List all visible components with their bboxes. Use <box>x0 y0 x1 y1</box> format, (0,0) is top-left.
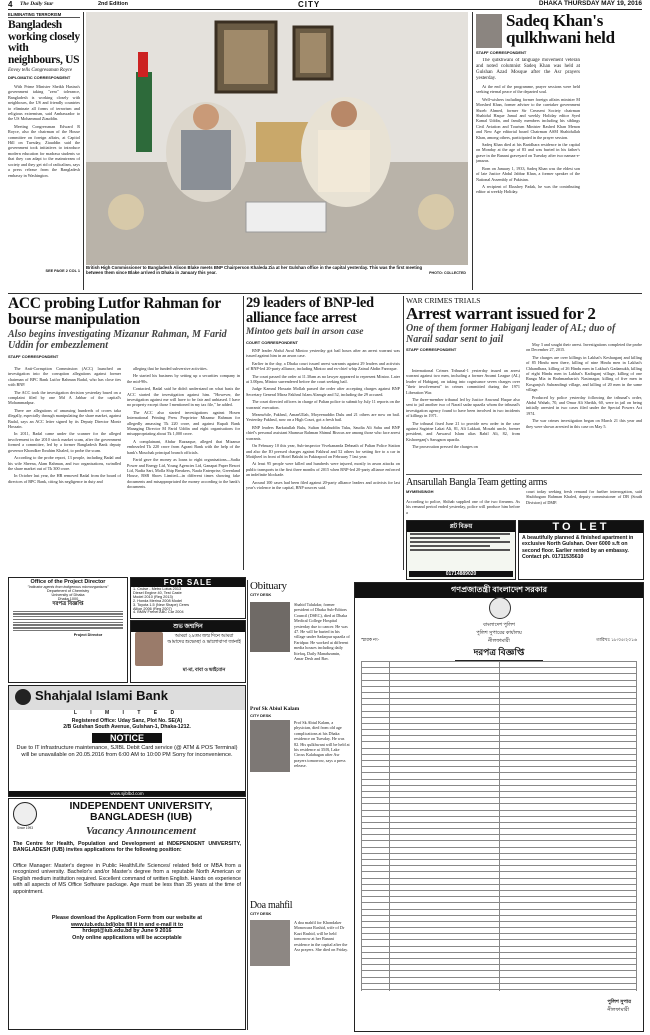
section-name: CITY <box>298 0 321 9</box>
iub-body: Office Manager: Master's degree in Public Health/Life Sciences/ related field or MBA from a recognized university. Bachelor's and/or Master's degree from a reputable North American or English medium institution required. Excellent command of written English. Hands on experience with all aspects of MS Office Software package. Age must be less than 35 years at the time of appointment. <box>13 863 241 895</box>
story-headline: 29 leaders of BNP-led alliance face arrest <box>246 295 374 326</box>
story-paragraph: According to the probe report, 13 people, including Badal and his wife Sheena, Alam Rahman, and two organisations, swindled the share market out of Tk 300 crore. <box>8 455 121 471</box>
column-divider <box>403 296 404 570</box>
notice-text: Due to IT infrastructure maintenance, SJIBL Debit Card service (@ ATM & POS Terminal) will be unavailable on 20.05.2016 from 6:00 AM to 10:00 PM Sorry for inconvenience. <box>16 745 238 758</box>
obituary-photo <box>250 720 290 772</box>
notice-project-name: "Indicator agents from indigenous microorganisms" <box>27 585 109 589</box>
ad-shahjalal <box>8 685 246 797</box>
story-paragraph: The ACC took the investigation decision yesterday based on a complaint filed by one Md A Jabbar of the capital's Mohammadpur. <box>8 389 121 406</box>
bank-address: 2/B Gulshan South Avenue, Gulshan-1, Dhaka-1212. <box>63 724 191 730</box>
govt-table <box>361 661 637 991</box>
iub-since: Since 1993 <box>17 826 33 830</box>
govt-heading: দরপত্র বিজ্ঞপ্তি <box>455 645 543 661</box>
doa-section <box>250 900 350 1030</box>
govt-dept: বাংলাদেশ পুলিশ <box>483 623 515 628</box>
story-headline: Ansarullah Bangla Team getting arms <box>406 477 547 488</box>
story-paragraph: alleging that he funded subversive activities. <box>133 366 208 371</box>
notice-university: University of Dhaka <box>51 593 85 597</box>
bank-website[interactable]: www.sjiblbd.com <box>9 791 245 796</box>
story-paragraph: Around 100 cases had been filed against 20-party alliance leaders and activists for last year's violence in the capital, BNP sources said. <box>246 479 400 490</box>
story-paragraph: In 2011, Badal came under the scanner for the alleged involvement in the 2010 stock market scam, after the government formed a committee, led by a former Bangladesh Bank deputy governor Khondker Ibrahim Khaled, to probe the scam. <box>8 431 121 453</box>
notice-department: Department of Chemistry <box>46 589 90 593</box>
story-paragraph: He started his business by setting up a securities company in the mid-90s. <box>127 373 240 384</box>
obituary-section <box>250 580 350 950</box>
ad-line: 2. Honda Merina 2008 Model <box>133 598 182 603</box>
story-body-col1 <box>8 366 121 566</box>
notice-heading: NOTICE <box>92 733 162 743</box>
story-paragraph: Born on January 1, 1933, Sadeq Khan was the eldest son of late Justice Abdul Jabbar Khan, a former speaker of the National Assembly of Pakistan. <box>476 165 580 182</box>
story-deck: Also begins investigating Mizanur Rahman, M Farid Uddin for embezzlement <box>8 329 227 351</box>
story-body <box>8 84 80 269</box>
iub-closing: Only online applications will be acceptable <box>72 934 182 941</box>
ad-from: মা-মা, বাবা ও ভাইবোন <box>182 668 226 673</box>
story-paragraph: Earlier in the day, a Dhaka court issued arrest warrants against 29 leaders and activists of BNP-led 20-party alliance, including Mintoo and ex-chief whip Zainul Abdin Farroque. <box>246 360 400 372</box>
ad-message: আমরা ২৯তম জন্ম দিনে আমরা আমাদের শুভেচ্ছা ও ভালোবাসা জানাই <box>167 634 241 645</box>
story-paragraph: There are allegations of amassing hundreds of crores taka illegally, especially through manipulating the share market, against Badal, says an ACC letter signed by its Deputy Director Monir Hossain. <box>8 407 121 430</box>
obituary-name: Prof Sk Abiul Kalam <box>250 706 300 712</box>
obituary-desk: CITY DESK <box>250 592 272 597</box>
ad-tolet <box>518 520 644 580</box>
doa-title: Doa mahfil <box>250 900 293 911</box>
story-kicker: WAR CRIMES TRIALS <box>406 296 481 305</box>
ad-govt-tender <box>354 582 644 1032</box>
story-paragraph: The charges are over killings in Lakhai's Kesharganj and killing of 85 Hindu men there, killing of nine Hindu men in Lakhai's Chhandhara, killing of 26 Hindu men in Lakhai's Gadamukh, killing of eight Hindu men in Lakhai's Kadirganj village, killing of one Ranga Mia in Brahmanbaria's Nasirnagar, killing of five men in Kosganjsi's Suhrandingi village, and killing of 20 men in the same village. <box>526 354 642 393</box>
ad-heading: FOR SALE <box>131 578 245 587</box>
doa-desk: CITY DESK <box>250 911 272 916</box>
iub-jobs-link[interactable]: www.iub.edu.bd/jobs fill it in and e-mail it to <box>70 921 184 928</box>
notice-city: Dhaka 1000 <box>57 597 79 601</box>
photo-caption-box <box>86 265 468 287</box>
story-deck: Envoy tells Congressman Royce <box>8 68 73 73</box>
photo-scene <box>86 12 468 265</box>
dateline: DHAKA THURSDAY MAY 19, 2016 <box>538 0 642 7</box>
story-body-col1 <box>406 368 520 470</box>
story-acc <box>8 296 240 570</box>
obituary-text: Shahid Talukdar, former president of Dhaka Sub-Editors Council (DSEC), died at Dhaka Medical College Hospital yesterday due to cancer. He was 47. He will be buried in his village under Sadarpur upazila of Faridpur. He worked at different media houses including daily Ittefaq, Daily Manabzamin, Amar Desh and Bav. <box>294 602 350 662</box>
ad-phone: 01714889020 <box>409 571 513 577</box>
ad-heading: শুভ জন্মদিন <box>131 621 245 632</box>
story-paragraph: At the end of the programme, prayer sessions were held seeking eternal peace of the departed soul. <box>476 84 580 95</box>
iub-logo-icon <box>13 802 37 826</box>
story-headline: ACC probing Lutfor Rahman for bourse manipulation <box>8 295 221 328</box>
story-headline: Bangladesh working closely with neighbours, US <box>8 19 80 66</box>
story-body <box>246 348 400 560</box>
story-paragraph: The war crimes investigation began on March 21 this year and they were shown arrested in this case on May 5. <box>526 418 642 429</box>
bank-logo-icon <box>15 689 31 705</box>
ad-body-lines <box>410 531 510 553</box>
iub-email-link[interactable]: hrdept@iub.edu.bd by June 9 2016 <box>82 928 172 935</box>
story-paragraph: BNP leader Abdul Awal Mintoo yesterday got bail hours after an arrest warrant was issued against him in an arson case. <box>246 348 400 359</box>
story-paragraph: The ACC also started investigations against Hosen International Printing Press Proprietor Mizanur Rahman for allegedly amassing Tk 220 crore, and against Rupali Bank Managing Director M Farid Uddin and eight organisations for misappropriating about Tk 1,000 crore. <box>127 409 240 437</box>
bank-banner <box>9 686 245 710</box>
portrait-photo <box>476 14 502 48</box>
story-kicker: ELIMINATING TERRORISM <box>8 12 80 18</box>
story-byline: COURT CORRESPONDENT <box>246 340 299 345</box>
bank-limited: L I M I T E D <box>73 710 181 716</box>
story-paragraph: At least 95 people were killed and hundreds were injured, mostly in arson attacks on public transports in the first three months of 2015 when BNP-led 20-party alliance enforced an indefinite blockade. <box>246 461 400 478</box>
story-paragraph: The court passed the order at 11.30am as no lawyer appeared to represent Mintoo. Later at 3.00pm, Mintoo surrendered before the court seeking bail. <box>246 373 400 385</box>
ad-line: Allion 2006 (Reg 2007) <box>133 606 172 611</box>
iub-apply-line: Please download the Application Form from our website at <box>51 915 203 921</box>
column-divider <box>247 580 248 1030</box>
story-paragraph: With Prime Minister Sheikh Hasina's government taking "zero" tolerance, Bangladesh is working closely with neighbours, the US and friendly countries to eliminate all forms of terrorism and religious extremism, said Ambassador to the US Mohammad Ziauddin. <box>8 84 80 122</box>
iub-intro: The Centre for Health, Population and Development at INDEPENDENT UNIVERSITY, BANGLADESH (IUB) invites applications for the following position: <box>13 841 241 854</box>
ad-birthday <box>130 620 246 683</box>
story-paragraph: Sadeq Khan died at his Baridhara residence in the capital on Monday at the age of 83 and was buried in his father's grave in the Banani graveyard on Tuesday after two namaz-e-janazas. <box>476 142 580 164</box>
jump-link[interactable]: SEE PAGE 2 COL 1 <box>45 269 80 273</box>
story-warrant <box>406 296 642 472</box>
govt-signer-place: নীলফামারী <box>607 1008 629 1013</box>
story-bnp <box>246 296 400 570</box>
masthead <box>8 0 642 10</box>
main-photo <box>86 12 468 265</box>
story-body-col2 <box>127 366 240 566</box>
column-divider <box>243 296 244 570</box>
story-byline: DIPLOMATIC CORRESPONDENT <box>8 75 71 80</box>
story-paragraph: A recipient of Ekushey Padak, he was the contributing editor at weekly Holiday. <box>476 183 580 195</box>
govt-emblem-icon <box>489 597 511 619</box>
paper-name: The Daily Star <box>20 1 54 7</box>
govt-memo: স্মারক নং- <box>361 637 380 642</box>
obituary-desk: CITY DESK <box>250 713 272 718</box>
story-byline: STAFF CORRESPONDENT <box>476 50 527 55</box>
ad-heading: প্লট বিক্রয় <box>407 521 515 532</box>
column-divider <box>472 12 473 290</box>
ad-line: 1. Cruise - Metro Lotus 2013 <box>133 587 182 591</box>
story-paragraph: BNP leaders Barkatullah Bulu, Sultan Salahuddin Tuku, Saudia Ali Sahu and BNP chief's personal assistant Shamsur Rahman Shimul Biswas are among those who face arrest warrants. <box>246 424 400 441</box>
obituary-title: Obituary <box>250 580 287 592</box>
birthday-photo <box>135 632 163 666</box>
column-divider <box>83 12 84 290</box>
story-paragraph: The court directed officers in charge of Paltan police to submit by July 11 reports on the warrants' execution. <box>246 399 400 410</box>
story-paragraph: The qulkhwani of language movement veteran and noted columnist Sadeq Khan was held at Gulshan Azad Mosque after the Asr prayers yesterday. <box>476 58 580 81</box>
bank-office-label: Registered Office: Uday Sanz, Plot No. SE(A) <box>71 718 183 724</box>
ad-line: Diesel Engine 40, Test Caste <box>133 590 182 595</box>
story-paragraph: The three-member tribunal led by Justice Anwarul Haque also sent to jail another two of Narail sadar upazila whom the tribunal's investigation agency found to have been involved in two incidents of killings in 1971. <box>406 397 520 419</box>
ad-line: 3. Toyota 1.5 (New Shape) Ceres <box>133 602 190 607</box>
ad-iub <box>8 798 246 1030</box>
ad-line: Model 2010 (Reg 2013) <box>133 594 173 599</box>
govt-title: গণপ্রজাতন্ত্রী বাংলাদেশ সরকার <box>355 583 643 598</box>
story-body-col1: According to police, Shihab supplied one of the two firearms. As his remand period ended yesterday, police will produce him before a <box>406 499 520 515</box>
story-paragraph: International Crimes Tribunal-1 yesterday issued an arrest warrant against two men, including a former Awami League (AL) leader of Habiganj, on taking into cognisance seven charges over "their involvement" in crimes committed during the 1971 Liberation War. <box>406 368 520 395</box>
notice-heading-bn: দরপত্র বিজ্ঞপ্তি <box>52 601 84 607</box>
ad-plot-sale <box>406 520 516 580</box>
ad-text: A beautifully planned & finished apartment in exclusive North Gulshan. Over 6000 s.ft on second floor. Earlier rented by an embassy. Contact ph. 01711535610 <box>522 535 634 560</box>
story-paragraph: Contacted, Badal said he didn't understand on what basis the ACC started the investigation against him. "However, the investigation against me will have to be fair and unbiased. I have no property except those I mentioned in my tax file," he added. <box>127 386 240 408</box>
doa-text: A doa mahfil for Khondaker Monowara Rashid, wife of Dr Kazi Rashid, will be held tomorrow at her Banani residence in the capital after the Asr prayers. She died on Friday. <box>294 920 349 953</box>
story-us <box>8 12 80 290</box>
story-paragraph: Judge Kamrul Hossain Mollah passed the order after accepting charges against BNP Secretary General Mirza Fakhrul Islam Alamgir and 52, including the 29 accused. <box>246 386 400 397</box>
story-byline: STAFF CORRESPONDENT <box>406 347 457 352</box>
doa-photo <box>250 920 290 966</box>
ad-forsale <box>130 577 246 619</box>
section-rule <box>8 293 642 294</box>
story-paragraph: May 3 and sought their arrest. Investigations completed the probe on December 27, 2015. <box>526 342 642 353</box>
story-ansarullah <box>406 474 642 515</box>
ad-heading: TO LET <box>519 521 643 533</box>
story-headline: Arrest warrant issued for 2 <box>406 304 596 323</box>
govt-signer: পুলিশ সুপার <box>607 1000 631 1005</box>
iub-apply <box>13 915 241 941</box>
story-paragraph: A complainant, Abdur Razzaque, alleged that Mizanur embezzled Tk 220 crore from Agrani Bank with the help of the bank's Mouchak principal branch officials. <box>127 438 240 455</box>
story-paragraph: In October last year, the HR removed Badal from the board of directors of BPC Bank, citing his negligence in duty and <box>8 473 121 484</box>
photo-caption-text: British High Commissioner to Bangladesh Alison Blake meets BNP Chairperson Khaleda Zia at her Gulshan office in the capital yesterday. This was the first meeting between them since Blake arrived in Dhaka in January this year. <box>86 265 423 276</box>
story-qulkhwani <box>476 12 642 290</box>
govt-date: তারিখঃ ১৮/০৫/২০১৬ <box>596 637 637 642</box>
ad-line: 4. BMW Frenel ABC Car 2004 <box>133 610 184 615</box>
story-deck: Mintoo gets bail in arson case <box>246 327 364 337</box>
story-body-col2: court today seeking fresh remand for further interrogation, said Shubhogaro Rahman Khaled, deputy commissioner of DB (South Division) of DMP. <box>526 489 642 505</box>
story-headline: Sadeq Khan's qulkhwani held <box>506 11 615 47</box>
govt-office: পুলিশ সুপারের কার্যালয় <box>476 631 522 636</box>
notice-project-director <box>8 577 128 683</box>
govt-place: নীলফামারী <box>488 639 510 644</box>
edition-label: 2nd Edition <box>98 1 128 7</box>
story-paragraph: Produced by police yesterday following the tribunal's order, Abdul Wahab, 70, and Omar Ali Sheikh, 60, were in jail on being initially arrested in two cases filed under the Special Powers Act 1974. <box>526 394 642 416</box>
story-paragraph: The Anti-Corruption Commission (ACC) launched an investigation into the corruption allegations against former chairman of BPC Bank Lutfor Rahman Badal, who has close ties with BNP. <box>8 366 121 388</box>
notice-signature: Project Director <box>73 632 103 637</box>
bank-name: Shahjalal Islami Bank <box>35 688 168 703</box>
story-paragraph: Farid gave the money as loans to eight organisations—Sadia Power and Energy Ltd, Young Agencies Ltd, Ganapat Paper Resort Ltd, Nadia Sari, Molla Ship Breakers, Naafa Enterprise, Greenland House, BSB Shoes Limited—in different times showing fake documents and misappropriated the money according to the bank's documents. <box>127 457 240 490</box>
photo-credit: PHOTO: COLLECTED <box>429 271 466 275</box>
page-number: 4 <box>8 0 13 9</box>
story-byline: STAFF CORRESPONDENT <box>8 354 59 359</box>
story-paragraph: Well-wishers including former foreign affairs minister M Morshed Khan, former adviser to the caretaker government Shoeb Ahmed, former Sir Creasent Society chairman Shahidul Haque Jamal and weekly Holiday editor Syed Kamal Uddin, and family members including his siblings Civil Aviation and Tourism Minister Rashed Khan Menon and New Age editorial board Chairman ASM Shahidullah Khan, among others, participated in the prayer session. <box>476 96 580 140</box>
obituary-text: Prof Sk Abiul Kalam, a physician, died from old age complications at his Dhaka residence on Tuesday. He was 82. His qulkhwani will be held at his residence at 35/B, Lake Circus Kalabagan after Asr prayers tomorrow, says a press release. <box>294 720 350 769</box>
story-paragraph: On February 10 this year, Sub-inspector Vivekananda Debnath of Paltan Police Station and also the IO pressed charges against Fakhrul and 52 others for setting fire to a car in Motijheel in front of Hotel Bakshi in Fakirapool on February 7 last year. <box>246 443 400 459</box>
story-paragraph: Meeting Congressman Edward R Royce, also the chairman of the House committee on foreign affairs, at Capitol Hill on Tuesday, Ziauddin said the government took initiatives to introduce modern education for madrasa students so that they can adapt to the mainstream of society and they get rid of radicalism, says a press release from the Bangladesh embassy in Washington. <box>8 123 80 178</box>
iub-subtitle: Vacancy Announcement <box>86 825 196 837</box>
notice-title: Office of the Project Director <box>30 579 106 585</box>
story-byline: MYMENSINGH <box>406 489 434 494</box>
obituary-photo <box>250 602 290 652</box>
story-paragraph: The tribunal fixed June 21 to provide new order in the case against Sagirine Lakai Ali, 81, Ali Lakkati, Mosabi uncle, former president, and Anwarul Islam alias Rabil Ali, 82, from Kishoreganj's Sarugaon upazila. <box>406 420 520 442</box>
story-body <box>476 58 580 280</box>
story-deck: One of them former Habiganj leader of AL; duo of Narail sadar sent to jail <box>406 323 616 345</box>
tender-table <box>361 661 637 991</box>
story-paragraph: Meanwhile, Fakhrul, AmanUllah, Moyeenuddin Dulu and 21 others are now on bail. Yesterday Fakhrul, now on a High Court, got a fresh bail. <box>246 412 400 423</box>
ad-list <box>131 587 245 616</box>
notice-body-lines <box>13 611 123 632</box>
iub-name: INDEPENDENT UNIVERSITY, BANGLADESH (IUB) <box>69 800 213 823</box>
story-paragraph: The prosecution pressed the charges on <box>412 444 478 450</box>
story-body-col2 <box>526 342 642 470</box>
